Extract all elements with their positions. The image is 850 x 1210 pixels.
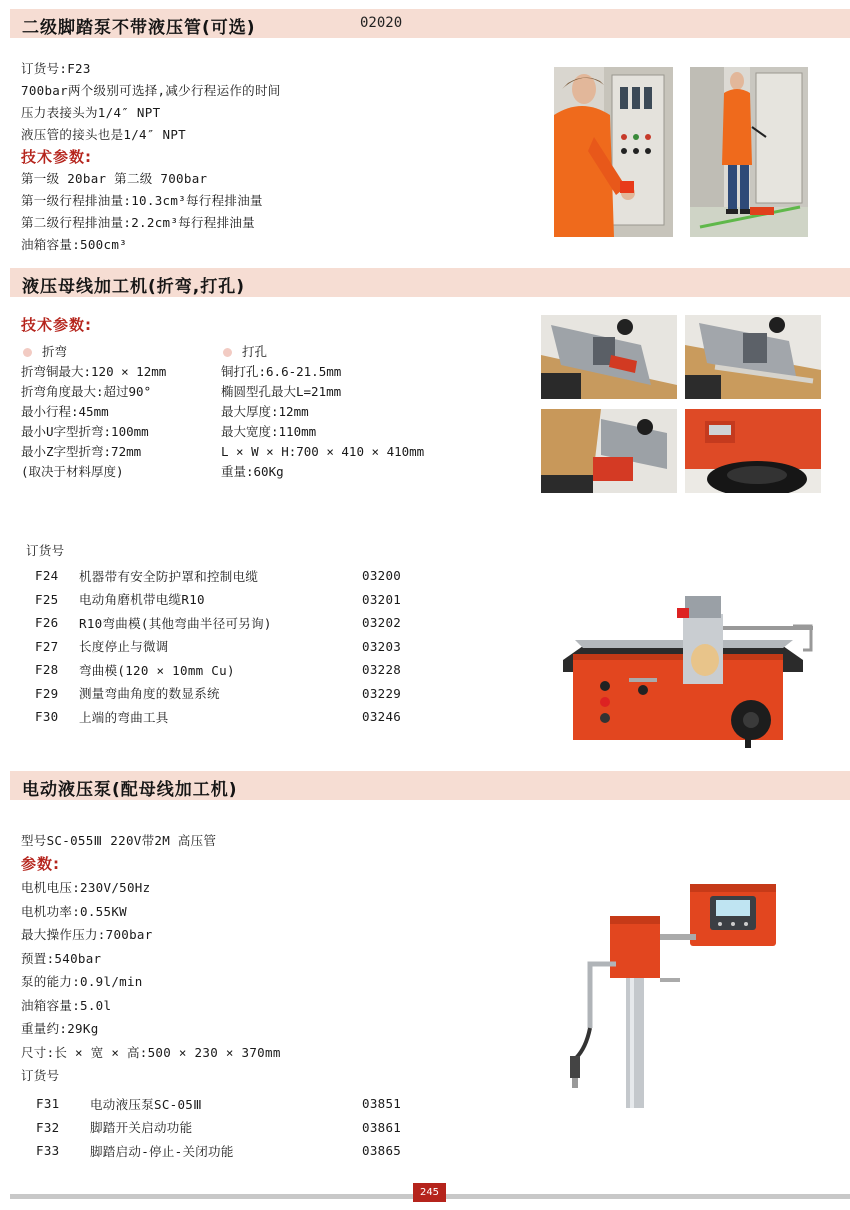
order-desc: 脚踏启动-停止-关闭功能: [90, 1143, 234, 1159]
text-line: 液压管的接头也是1/4″ NPT: [21, 127, 187, 142]
spec-line: 铜打孔:6.6-21.5mm: [221, 364, 342, 379]
order-id: F26: [35, 615, 59, 631]
order-code: 03201: [362, 591, 402, 607]
table-row: [35, 705, 401, 729]
page-number: 245: [413, 1183, 446, 1202]
spec-line: 折弯角度最大:超过90°: [21, 384, 152, 399]
spec-line: 电机功率:0.55KW: [21, 903, 127, 919]
order-id: F33: [36, 1143, 60, 1159]
bending-photo-4: [685, 409, 821, 493]
order-id: F30: [35, 709, 59, 725]
spec-heading: 参数:: [21, 854, 60, 873]
order-desc: 测量弯曲角度的数显系统: [79, 686, 220, 702]
table-row: [35, 611, 401, 635]
spec-line: 最小Z字型折弯:72mm: [21, 444, 142, 459]
text-line: 700bar两个级别可选择,减少行程运作的时间: [21, 83, 281, 98]
order-heading: 订货号: [21, 1068, 60, 1083]
punch-heading-label: 打孔: [242, 344, 268, 359]
spec-line: 最大操作压力:700bar: [21, 927, 153, 942]
spec-line: 椭圆型孔最大L=21mm: [221, 384, 342, 399]
busbar-order-table: [35, 564, 401, 729]
order-code: 03203: [362, 638, 402, 654]
spec-line: 第一级 20bar 第二级 700bar: [21, 171, 208, 186]
section-title: 电动液压泵(配母线加工机): [22, 780, 238, 800]
spec-line: 油箱容量:500cm³: [21, 237, 127, 252]
spec-heading: 技术参数:: [21, 148, 92, 166]
order-code: 03228: [362, 662, 402, 678]
spec-line: 折弯铜最大:120 × 12mm: [21, 364, 167, 379]
section-title: 二级脚踏泵不带液压管(可选): [22, 18, 256, 38]
bend-spec-column: [21, 342, 166, 482]
order-desc: R10弯曲模(其他弯曲半径可另询): [79, 615, 272, 631]
order-id: F24: [35, 568, 59, 584]
spec-line: 第二级行程排油量:2.2cm³每行程排油量: [21, 215, 255, 230]
bend-heading-label: 折弯: [42, 344, 68, 359]
table-row: [36, 1092, 401, 1116]
electric-pump-photo: [560, 878, 780, 1118]
spec-line: 重量:60Kg: [221, 464, 284, 479]
foot-pump-photo-standing: [690, 67, 808, 237]
order-code: 03202: [362, 615, 402, 631]
electric-pump-specs: [21, 829, 281, 1088]
punch-heading: [221, 342, 424, 362]
foot-pump-description: [21, 58, 281, 256]
punch-spec-column: [221, 342, 424, 482]
spec-line: 最小行程:45mm: [21, 404, 109, 419]
order-code: 03861: [362, 1119, 402, 1135]
order-code: 03229: [362, 685, 402, 701]
table-row: [36, 1139, 401, 1163]
order-id: F29: [35, 685, 59, 701]
model-line: 型号SC-055Ⅲ 220V带2M 高压管: [21, 833, 217, 848]
bend-heading: [21, 342, 166, 362]
table-row: [36, 1116, 401, 1140]
order-id: F27: [35, 638, 59, 654]
spec-line: 油箱容量:5.0l: [21, 997, 112, 1013]
spec-line: 尺寸:长 × 宽 × 高:500 × 230 × 370mm: [21, 1044, 281, 1060]
spec-line: 预置:540bar: [21, 950, 102, 966]
order-code: 03865: [362, 1143, 402, 1159]
bullet-icon: [223, 348, 232, 357]
order-id: F28: [35, 662, 59, 678]
order-desc: 脚踏开关启动功能: [90, 1120, 193, 1136]
order-desc: 长度停止与微调: [79, 639, 169, 655]
section-header-busbar-machine: [10, 268, 850, 297]
order-desc: 机器带有安全防护罩和控制电缆: [79, 568, 259, 584]
bending-photo-1: [541, 315, 677, 399]
text-line: 压力表接头为1/4″ NPT: [21, 105, 161, 120]
foot-pump-photo-closeup: [554, 67, 673, 237]
section-header-foot-pump: [10, 9, 850, 38]
busbar-machine-photo: [553, 590, 815, 750]
spec-heading: 技术参数:: [21, 316, 92, 334]
spec-line: (取决于材料厚度): [21, 464, 124, 479]
order-id: F25: [35, 591, 59, 607]
bullet-icon: [23, 348, 32, 357]
spec-line: 第一级行程排油量:10.3cm³每行程排油量: [21, 193, 263, 208]
bending-photo-2: [685, 315, 821, 399]
order-id: F31: [36, 1096, 60, 1112]
table-row: [35, 564, 401, 588]
section-header-electric-pump: [10, 771, 850, 800]
section-code: 02020: [360, 15, 403, 31]
spec-line: 泵的能力:0.9l/min: [21, 974, 143, 989]
spec-line: 最大厚度:12mm: [221, 404, 309, 419]
table-row: [35, 658, 401, 682]
order-desc: 上端的弯曲工具: [79, 709, 169, 725]
table-row: [35, 635, 401, 659]
order-code: 03246: [362, 709, 402, 725]
table-row: [35, 588, 401, 612]
text-line: 订货号:F23: [21, 61, 91, 76]
spec-line: 最小U字型折弯:100mm: [21, 424, 149, 439]
order-id: F32: [36, 1119, 60, 1135]
spec-line: 最大宽度:110mm: [221, 424, 317, 439]
order-desc: 电动液压泵SC-05Ⅲ: [90, 1096, 203, 1112]
section-title: 液压母线加工机(折弯,打孔): [22, 277, 245, 297]
bending-photo-3: [541, 409, 677, 493]
spec-line: 电机电压:230V/50Hz: [21, 880, 151, 895]
order-desc: 电动角磨机带电缆R10: [79, 592, 205, 608]
spec-line: 重量约:29Kg: [21, 1021, 99, 1036]
order-code: 03200: [362, 568, 402, 584]
table-row: [35, 682, 401, 706]
spec-line: L × W × H:700 × 410 × 410mm: [221, 444, 425, 459]
order-heading: 订货号: [26, 543, 65, 558]
order-desc: 弯曲模(120 × 10mm Cu): [79, 662, 235, 678]
order-code: 03851: [362, 1096, 402, 1112]
pump-order-table: [36, 1092, 401, 1163]
